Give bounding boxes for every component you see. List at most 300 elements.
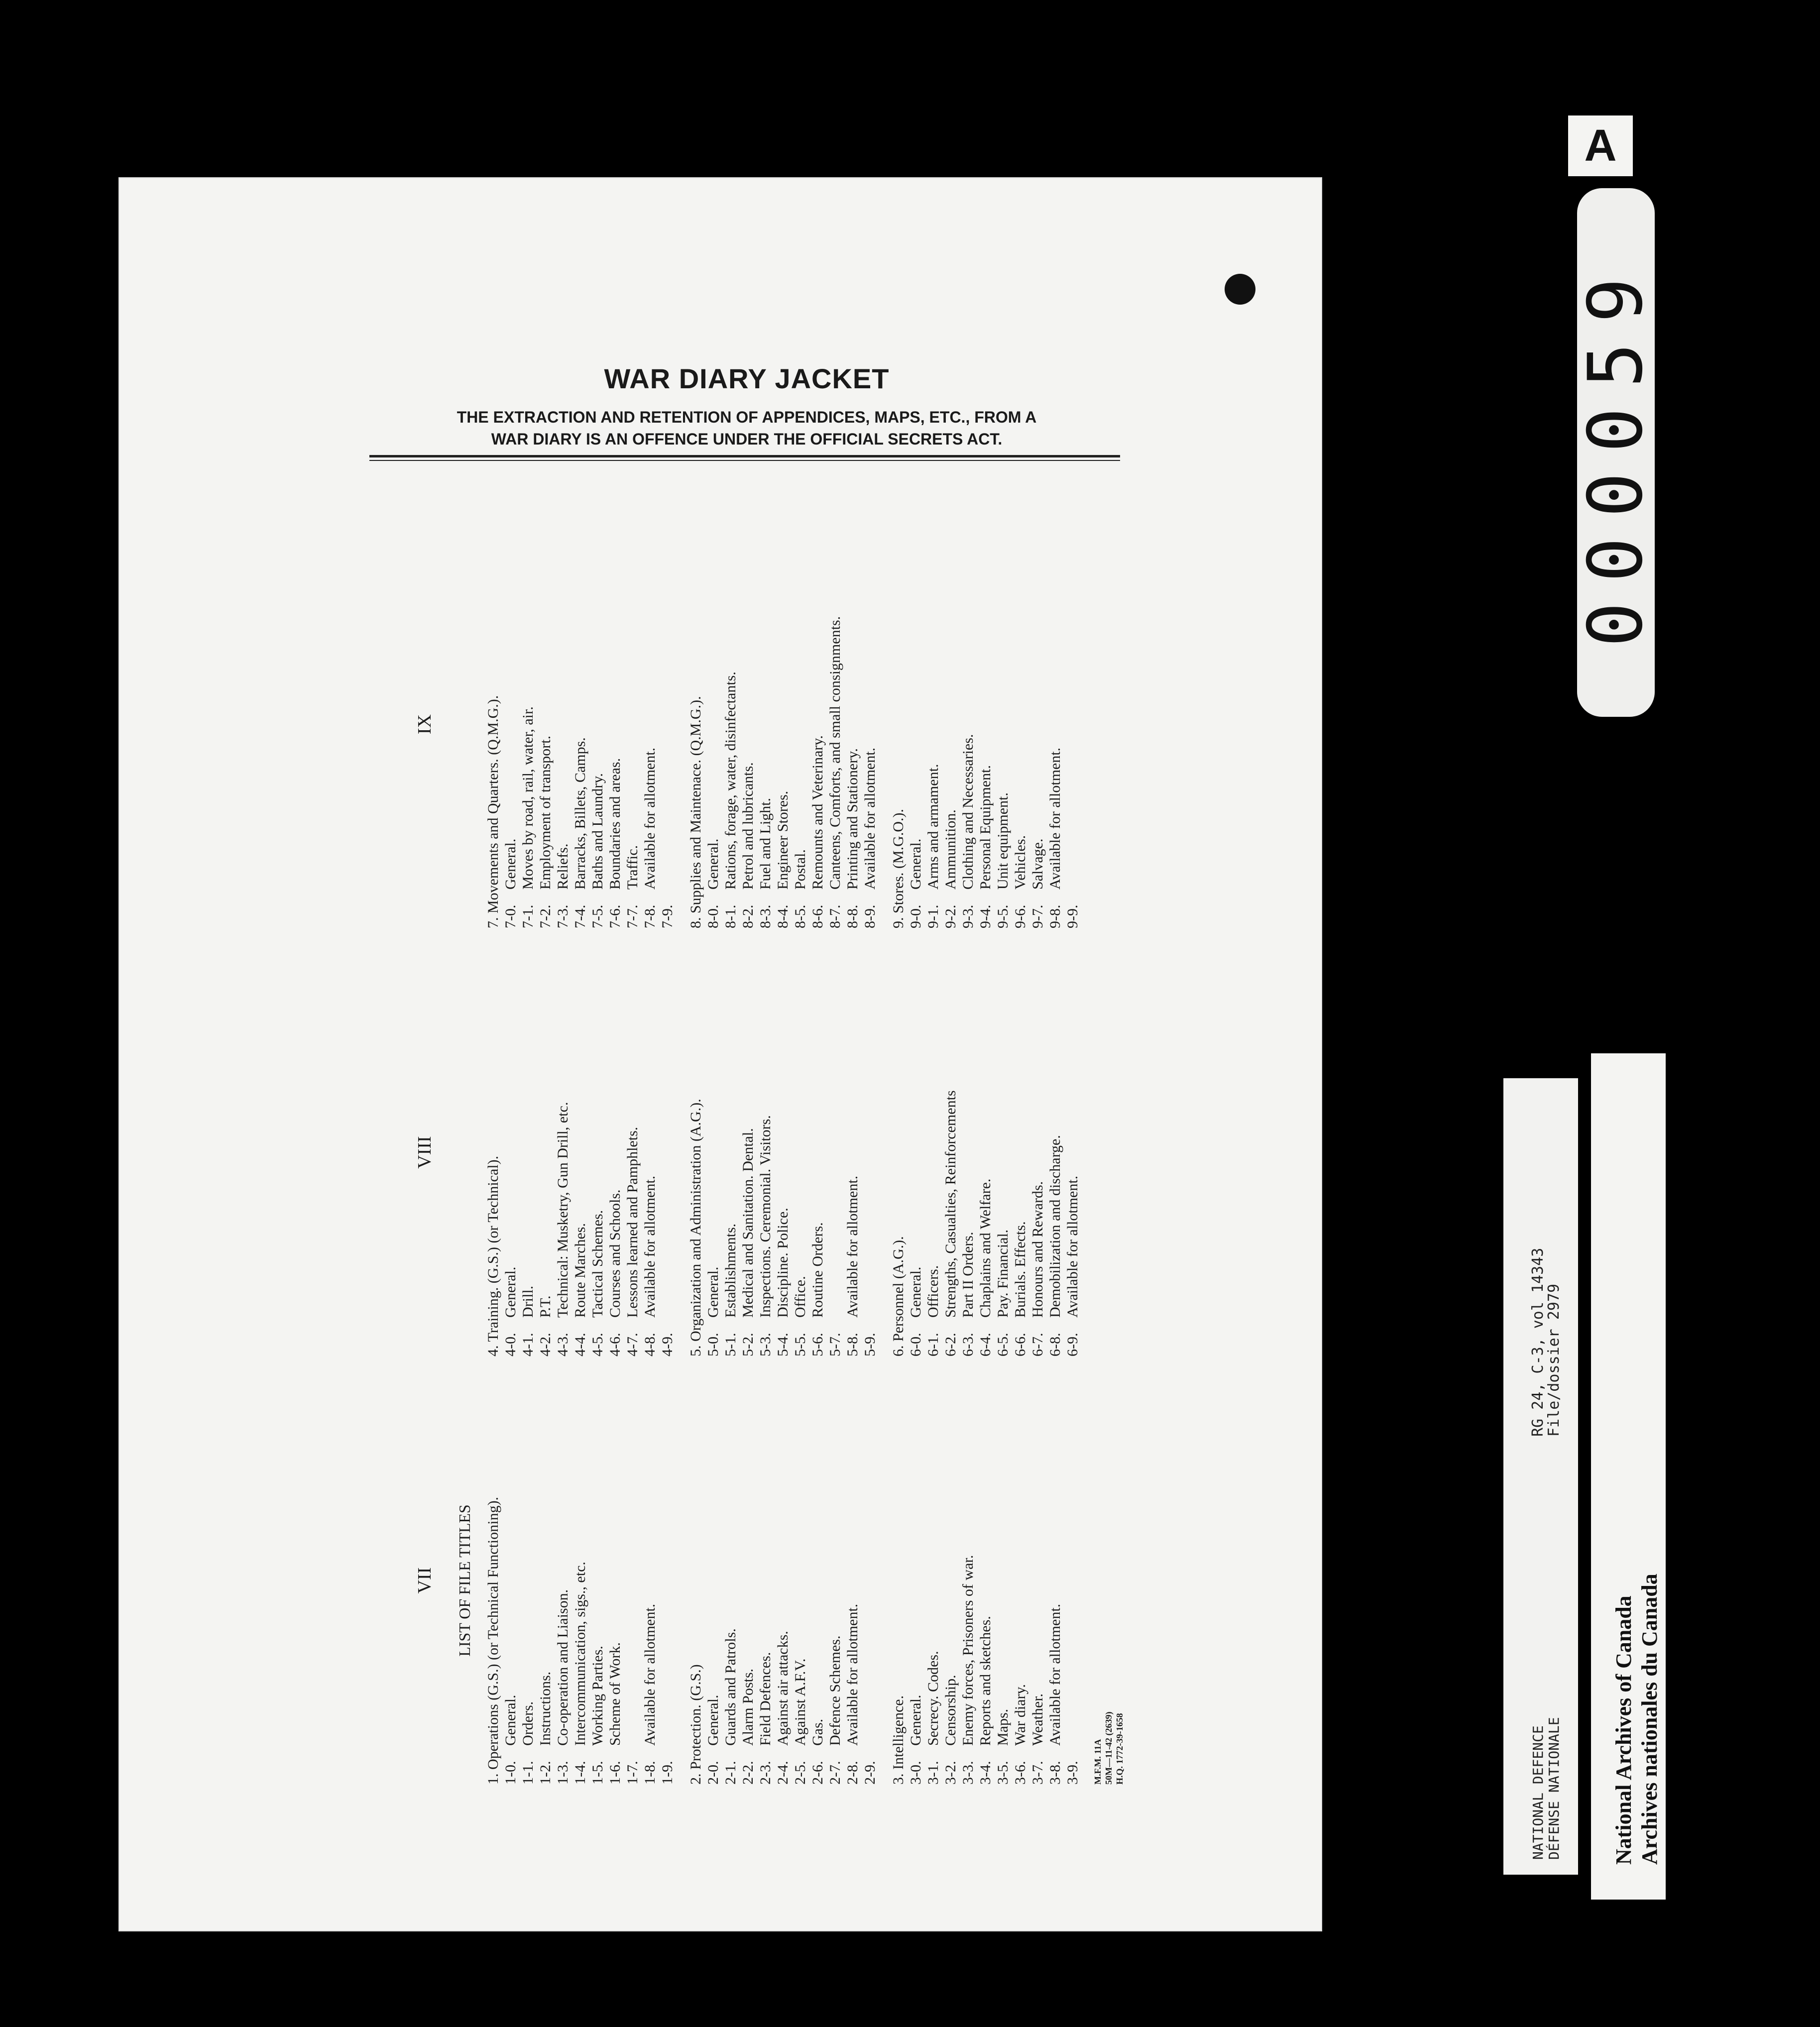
file-code: 3-7. [1029,1761,1046,1785]
section-title: 9. Stores. (M.G.O.). [890,809,907,928]
file-label: Office. [792,1276,808,1318]
file-code: 4-0. [502,1333,519,1356]
file-code: 1-4. [572,1761,588,1785]
file-label: Orders. [520,1701,536,1746]
file-code: 2-0. [705,1761,721,1785]
file-title-item [907,1376,924,1785]
file-title-item [554,520,571,928]
file-section [484,520,676,928]
file-title-item [739,520,757,928]
file-code: 4-3. [555,1333,571,1356]
file-code: 7-0. [502,904,519,928]
file-label: Tactical Schemes. [589,1210,606,1318]
file-code: 2-7. [827,1761,843,1785]
file-title-item [589,520,606,928]
file-code: 4-7. [624,1333,641,1356]
file-title-item [844,948,861,1356]
list-title: LIST OF FILE TITLES [455,1504,473,1657]
file-title-item [1064,520,1081,928]
file-titles-block [413,510,1125,1785]
file-code: 7-9. [659,904,676,928]
file-code: 6-8. [1047,1333,1063,1356]
file-code: 1-7. [624,1761,641,1785]
file-title-item [704,520,722,928]
file-label: Vehicles. [1012,835,1028,890]
file-label: Traffic. [624,845,641,890]
file-code: 8-7. [827,904,843,928]
file-title-item [1029,520,1046,928]
file-code: 2-1. [722,1761,739,1785]
file-label: Clothing and Necessaries. [960,734,976,890]
file-label: Personal Equipment. [977,765,994,890]
file-code: 6-6. [1012,1333,1028,1356]
record-reference: RG 24, C-3, vol 14343 File/dossier 2979 [1529,1247,1563,1437]
file-code: 5-6. [809,1333,826,1356]
column-heading: VII [414,1567,435,1594]
file-label: P.T. [537,1295,554,1318]
section-title: 3. Intelligence. [890,1695,907,1785]
file-label: Reports and sketches. [977,1616,994,1746]
file-label: Routine Orders. [809,1222,826,1318]
file-label: Fuel and Light. [757,797,774,890]
file-code: 9-9. [1064,904,1081,928]
frame-letter: A [1584,121,1617,171]
file-code: 5-2. [740,1333,756,1356]
file-code: 6-0. [908,1333,924,1356]
section-title: 6. Personnel (A.G.). [890,1236,907,1356]
file-code: 9-1. [925,904,941,928]
file-label: Burials. Effects. [1012,1221,1028,1318]
file-label: Inspections. Ceremonial. Visitors. [757,1115,774,1318]
file-label: Honours and Rewards. [1029,1181,1046,1318]
file-title-item [844,1376,861,1785]
file-title-item [792,948,809,1356]
file-code: 7-4. [572,904,588,928]
file-label: General. [502,838,519,890]
file-code: 8-6. [809,904,826,928]
file-label: Establishments. [722,1223,739,1318]
file-code: 3-6. [1012,1761,1028,1785]
file-label: Available for allotment. [862,747,878,890]
file-title-item [1046,520,1064,928]
file-title-item [704,1376,722,1785]
file-code: 2-8. [844,1761,861,1785]
file-code: 5-5. [792,1333,808,1356]
column-heading: VIII [414,1136,435,1169]
file-title-item [1064,948,1081,1356]
file-code: 1-5. [589,1761,606,1785]
file-title-item [722,948,739,1356]
file-title-item [757,1376,774,1785]
file-code: 1-1. [520,1761,536,1785]
file-title-item [704,948,722,1356]
section-title: 5. Organization and Administration (A.G.). [687,1099,704,1356]
file-title-item [792,1376,809,1785]
file-code: 5-3. [757,1333,774,1356]
file-code: 6-5. [995,1333,1011,1356]
file-title-item [519,1376,537,1785]
file-title-item [606,520,624,928]
file-code: 3-8. [1047,1761,1063,1785]
file-code: 5-9. [862,1333,878,1356]
file-title-item [809,948,826,1356]
file-label: General. [908,1266,924,1318]
file-label: Available for allotment. [1064,1175,1081,1318]
file-title-item [809,1376,826,1785]
subtitle-line-2: WAR DIARY IS AN OFFENCE UNDER THE OFFICIAL SECRETS ACT. [491,430,1003,448]
file-section [890,520,1081,928]
file-code: 4-2. [537,1333,554,1356]
file-code: 5-1. [722,1333,739,1356]
frame-number-strip [1573,188,1659,717]
file-label: General. [705,1694,721,1746]
file-code: 7-6. [607,904,623,928]
column-viii [413,948,1092,1356]
file-code: 9-4. [977,904,994,928]
file-label: Scheme of Work. [607,1642,623,1746]
file-code: 3-9. [1064,1761,1081,1785]
frame-number: 000059 [1573,258,1659,647]
file-title-item [1012,1376,1029,1785]
file-label: Field Defences. [757,1652,774,1746]
file-title-item [844,520,861,928]
file-label: Defence Schemes. [827,1635,843,1746]
file-code: 9-8. [1047,904,1063,928]
file-code: 5-4. [775,1333,791,1356]
institution-strip [1591,1053,1666,1900]
file-title-item [1046,1376,1064,1785]
file-code: 4-4. [572,1333,588,1356]
file-code: 9-5. [995,904,1011,928]
file-label: Rations, forage, water, disinfectants. [722,672,739,890]
file-label: Remounts and Veterinary. [809,735,826,890]
file-code: 8-0. [705,904,721,928]
file-code: 2-5. [792,1761,808,1785]
file-code: 7-2. [537,904,554,928]
file-label: Available for allotment. [642,747,658,890]
file-label: Lessons learned and Pamphlets. [624,1126,641,1318]
file-section [484,1376,676,1785]
form-reference: M.F.M. 11A 50M—11-42 (2639) H.Q. 1772-39-1658 [1093,1711,1125,1785]
file-title-item [924,1376,942,1785]
file-label: Against air attacks. [775,1631,791,1746]
file-label: Pay. Financial. [995,1229,1011,1318]
section-title: 7. Movements and Quarters. (Q.M.G.). [485,695,501,928]
file-label: Available for allotment. [642,1175,658,1318]
file-code: 9-0. [908,904,924,928]
section-title: 8. Supplies and Maintenace. (Q.M.G.). [687,696,704,928]
file-code: 8-8. [844,904,861,928]
file-code: 2-9. [862,1761,878,1785]
file-code: 5-0. [705,1333,721,1356]
file-title-item [571,948,589,1356]
file-title-item [826,520,844,928]
file-title-item [959,520,977,928]
archival-reference-strip [1503,1078,1578,1875]
file-label: Chaplains and Welfare. [977,1178,994,1318]
file-code: 2-3. [757,1761,774,1785]
section-title: 4. Training. (G.S.) (or Technical). [485,1155,501,1356]
file-label: General. [908,1694,924,1746]
document-title: WAR DIARY JACKET [604,363,890,394]
punch-hole [1225,274,1255,305]
file-label: Working Parties. [589,1646,606,1746]
file-title-item [942,520,959,928]
file-label: Against A.F.V. [792,1658,808,1746]
file-code: 1-6. [607,1761,623,1785]
file-code: 8-1. [722,904,739,928]
file-label: Moves by road, rail, water, air. [520,706,536,890]
file-title-item [1029,1376,1046,1785]
file-title-item [1029,948,1046,1356]
file-title-item [589,948,606,1356]
file-label: Technical: Musketry, Gun Drill, etc. [555,1102,571,1318]
file-section [484,948,676,1356]
file-label: Salvage. [1029,838,1046,890]
file-code: 3-0. [908,1761,924,1785]
file-title-item [959,948,977,1356]
file-title-item [977,1376,994,1785]
file-section [687,948,879,1356]
column-vii [413,1376,1125,1785]
file-code: 1-3. [555,1761,571,1785]
file-code: 1-9. [659,1761,676,1785]
file-title-item [571,520,589,928]
file-label: Canteens, Comforts, and small consignments. [827,616,843,890]
file-title-item [554,1376,571,1785]
file-code: 6-1. [925,1333,941,1356]
file-label: Petrol and lubricants. [740,762,756,890]
file-label: Guards and Patrols. [722,1628,739,1746]
file-label: Intercommunication, sigs., etc. [572,1562,588,1746]
file-title-item [774,520,792,928]
file-label: Available for allotment. [844,1603,861,1746]
file-label: Arms and armament. [925,764,941,890]
file-code: 6-9. [1064,1333,1081,1356]
file-code: 7-7. [624,904,641,928]
file-title-item [861,1376,879,1785]
file-code: 4-8. [642,1333,658,1356]
file-code: 9-6. [1012,904,1028,928]
file-code: 6-2. [942,1333,959,1356]
file-code: 3-5. [995,1761,1011,1785]
file-code: 3-1. [925,1761,941,1785]
file-label: Drill. [520,1285,536,1318]
file-label: General. [705,1266,721,1318]
file-code: 2-4. [775,1761,791,1785]
file-title-item [994,948,1012,1356]
file-code: 5-8. [844,1333,861,1356]
file-label: Available for allotment. [642,1603,658,1746]
file-title-item [809,520,826,928]
file-title-item [502,1376,519,1785]
file-title-item [977,520,994,928]
file-label: Co-operation and Liaison. [555,1589,571,1746]
file-label: Officers. [925,1265,941,1318]
file-title-item [537,948,554,1356]
file-label: General. [502,1694,519,1746]
file-title-item [659,520,676,928]
header-rule-thick [369,455,1120,457]
file-title-item [502,520,519,928]
file-title-item [1046,948,1064,1356]
file-label: Postal. [792,849,808,890]
file-title-item [861,948,879,1356]
file-title-item [537,1376,554,1785]
file-label: Route Marches. [572,1223,588,1318]
file-code: 3-2. [942,1761,959,1785]
file-title-item [641,1376,659,1785]
file-code: 8-2. [740,904,756,928]
file-title-item [519,948,537,1356]
file-label: Medical and Sanitation. Dental. [740,1128,756,1318]
file-label: Censorship. [942,1675,959,1746]
file-code: 1-8. [642,1761,658,1785]
document-subtitle [368,406,1125,450]
file-label: Employment of transport. [537,735,554,890]
file-label: Engineer Stores. [775,790,791,890]
file-label: Weather. [1029,1693,1046,1746]
file-code: 9-3. [960,904,976,928]
file-title-item [606,1376,624,1785]
file-label: General. [908,838,924,890]
file-title-item [757,520,774,928]
header-rule-thin [369,460,1120,461]
file-title-item [826,948,844,1356]
file-code: 6-4. [977,1333,994,1356]
file-section [687,520,879,928]
file-title-item [792,520,809,928]
file-title-item [571,1376,589,1785]
file-title-item [861,520,879,928]
file-label: Reliefs. [555,843,571,890]
file-label: Unit equipment. [995,792,1011,890]
file-code: 2-2. [740,1761,756,1785]
column-heading: IX [414,714,435,735]
file-title-item [502,948,519,1356]
file-code: 7-1. [520,904,536,928]
file-label: Demobilization and discharge. [1047,1135,1063,1318]
file-code: 8-4. [775,904,791,928]
file-title-item [942,1376,959,1785]
file-title-item [924,948,942,1356]
file-label: Available for allotment. [844,1175,861,1318]
frame-letter-card [1568,115,1633,176]
file-title-item [739,948,757,1356]
column-ix [413,520,1092,928]
file-label: Part II Orders. [960,1232,976,1318]
file-code: 9-7. [1029,904,1046,928]
file-label: Courses and Schools. [607,1189,623,1318]
subtitle-line-1: THE EXTRACTION AND RETENTION OF APPENDICES, MAPS, ETC., FROM A [456,408,1037,426]
file-title-item [659,1376,676,1785]
file-code: 8-3. [757,904,774,928]
file-title-item [641,948,659,1356]
file-title-item [1064,1376,1081,1785]
file-label: Enemy forces, Prisoners of war. [960,1555,976,1746]
file-title-item [924,520,942,928]
file-code: 4-5. [589,1333,606,1356]
file-label: Boundaries and areas. [607,758,623,890]
file-title-item [722,1376,739,1785]
file-code: 5-7. [827,1333,843,1356]
section-title: 1. Operations (G.S.) (or Technical Functioning). [485,1496,501,1785]
file-title-item [1012,948,1029,1356]
file-label: Available for allotment. [1047,747,1063,890]
file-title-item [774,1376,792,1785]
file-label: Maps. [995,1708,1011,1746]
file-title-item [977,948,994,1356]
file-title-item [537,520,554,928]
file-title-item [774,948,792,1356]
file-code: 8-9. [862,904,878,928]
file-code: 8-5. [792,904,808,928]
file-label: War diary. [1012,1684,1028,1746]
file-code: 7-5. [589,904,606,928]
file-title-item [589,1376,606,1785]
file-label: Printing and Stationery. [844,748,861,890]
file-title-item [554,948,571,1356]
file-title-item [994,1376,1012,1785]
file-code: 7-8. [642,904,658,928]
file-code: 4-6. [607,1333,623,1356]
file-label: General. [502,1266,519,1318]
file-section [687,1376,879,1785]
file-title-item [659,948,676,1356]
file-title-item [907,948,924,1356]
file-title-item [942,948,959,1356]
file-code: 2-6. [809,1761,826,1785]
file-title-item [826,1376,844,1785]
file-label: Ammunition. [942,809,959,890]
file-code: 6-3. [960,1333,976,1356]
file-label: Available for allotment. [1047,1603,1063,1746]
file-label: Gas. [809,1718,826,1746]
file-title-item [739,1376,757,1785]
file-title-item [519,520,537,928]
section-title: 2. Protection. (G.S.) [687,1664,704,1785]
file-section [890,1376,1081,1785]
file-title-item [757,948,774,1356]
file-label: Secrecy. Codes. [925,1651,941,1746]
file-title-item [624,520,641,928]
file-title-item [641,520,659,928]
file-code: 3-4. [977,1761,994,1785]
institution-name: National Archives of Canada Archives nationales du Canada [1611,1574,1662,1865]
file-label: Discipline. Police. [775,1208,791,1318]
file-label: Instructions. [537,1671,554,1746]
file-code: 4-9. [659,1333,676,1356]
file-title-item [722,520,739,928]
file-code: 4-1. [520,1333,536,1356]
file-section [890,948,1081,1356]
file-label: Strengths, Casualties, Reinforcements [942,1090,959,1318]
file-title-item [994,520,1012,928]
file-title-item [1012,520,1029,928]
file-title-item [959,1376,977,1785]
file-code: 1-0. [502,1761,519,1785]
file-code: 6-7. [1029,1333,1046,1356]
file-code: 3-3. [960,1761,976,1785]
file-code: 1-2. [537,1761,554,1785]
file-label: Baths and Laundry. [589,773,606,890]
department-label: NATIONAL DEFENCE DÉFENSE NATIONALE [1530,1717,1562,1860]
file-label: Barracks, Billets, Camps. [572,737,588,890]
file-title-item [624,1376,641,1785]
file-code: 7-3. [555,904,571,928]
file-label: Alarm Posts. [740,1668,756,1746]
file-title-item [606,948,624,1356]
